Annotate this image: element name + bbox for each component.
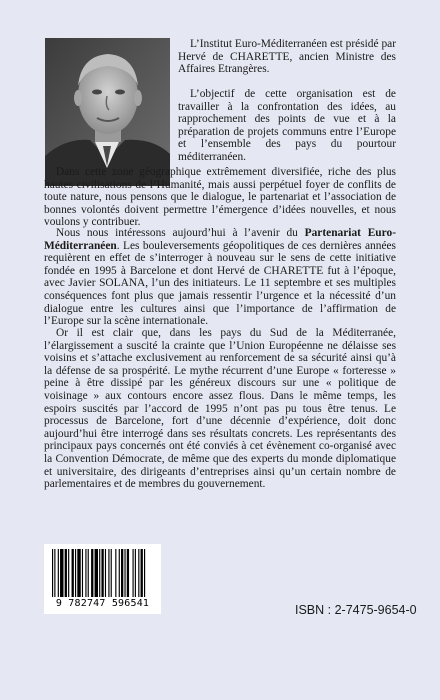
barcode-bar [52,549,53,597]
barcode-bar [124,549,125,597]
barcode-bar [127,549,129,597]
barcode-bar [108,549,109,597]
objective-text: L’objectif de cette organisation est de travailler à la confrontation des idées, au rapprochement des points de vue et à la préparation de projets communs entre l’Europe et l’ensemble des pays du pourtour méditerranéen. [178,88,396,163]
barcode [44,544,161,614]
zone-text-content: Dans cette zone géographique extrêmement diversifiée, riche des plus hautes civilisations de l’Humanité, mais aussi perpétuel foyer de conflits de toute nature, nous pensons que le dialogue, le partenariat et l’association de bonnes volontés doivent permettre l’émergence d’idées nouvelles, et nous voulons y contribuer. [44,166,396,229]
barcode-bar [72,549,74,597]
barcode-bar [95,549,98,597]
barcode-bar [68,549,69,597]
barcode-bar [82,549,83,597]
barcode-bar [58,549,59,597]
barcode-bar [121,549,123,597]
zone-paragraph [44,166,396,229]
barcode-bar [141,549,143,597]
partnership-text [44,227,396,328]
barcode-bar [105,549,106,597]
barcode-bar [144,549,145,597]
barcode-bar [54,549,55,597]
south-mediterranean-text: Or il est clair que, dans les pays du Sud de la Méditerranée, l’élargissement a suscité la crainte que l’Union Européenne ne délaisse ses voisins et s’attache exclusivement au renforcement de sa sécurité ainsi qu’à la défense de sa prospérité. Le mythe récurrent d’une Europe « forteresse » peine à être dissipé par les généreux discours sur une « politique de voisinage » aux contours encore assez flous. Dans le même temps, les espoirs suscités par l’accord de 1995 n’ont pas pu tous être tenus. Le processus de Barcelone, fort d’une décennie d’expérience, doit donc aujourd’hui être interrogé dans ses résultats concrets. Les représentants des principaux pays concernés ont été conviés à cet évènement co-organisé avec la Convention Démocrate, de même que des experts du monde diplomatique et universitaire, des dirigeants d’entreprises ainsi qu’un certain nombre de parlementaires et de membres du gouvernement. [44,327,396,491]
author-photo [45,38,170,186]
intro-paragraph [178,38,396,76]
barcode-bar [115,549,116,597]
isbn-label: ISBN : 2-7475-9654-0 [295,603,417,617]
partnership-paragraph [44,227,396,328]
barcode-bar [60,549,63,597]
barcode-bar [75,549,76,597]
barcode-bar [133,549,134,597]
barcode-bar [85,549,86,597]
intro-text: L’Institut Euro-Méditerranéen est présidé par Hervé de CHARETTE, ancien Ministre des Affaires Etrangères. [178,38,396,76]
zone-text [44,166,396,229]
barcode-bar [65,549,67,597]
south-mediterranean-paragraph [44,327,396,491]
barcode-bar [99,549,100,597]
barcode-bar [111,549,112,597]
objective-paragraph [178,88,396,164]
barcode-bar [88,549,89,597]
barcode-bar [101,549,103,597]
barcode-bars [50,549,155,597]
barcode-bar [135,549,136,597]
barcode-bar [119,549,120,597]
partnership-text-end: . Les bouleversements géopolitiques de ces dernières années requièrent en effet de s’interroger à nouveau sur le sens de cette initiative fondée en 1995 à Barcelone et dont Hervé de CHARETTE fut à l’époque, avec Javier SOLANA, l’un des initiateurs. Le 11 septembre et ses multiples conséquences font plus que jamais ressentir l’urgence et la nécessité d’un dialogue entre les cultures ainsi que l’importance de l’affirmation de l’Europe sur la scène internationale. [44,239,396,328]
barcode-bar [91,549,93,597]
partnership-text-start: Nous nous intéressons aujourd’hui à l’avenir du [56,227,305,239]
barcode-bar [138,549,139,597]
partnership-title: Partenariat Euro-Méditerranéen [44,227,396,252]
barcode-bar [77,549,80,597]
barcode-number: 9 782747 596541 [55,598,150,609]
